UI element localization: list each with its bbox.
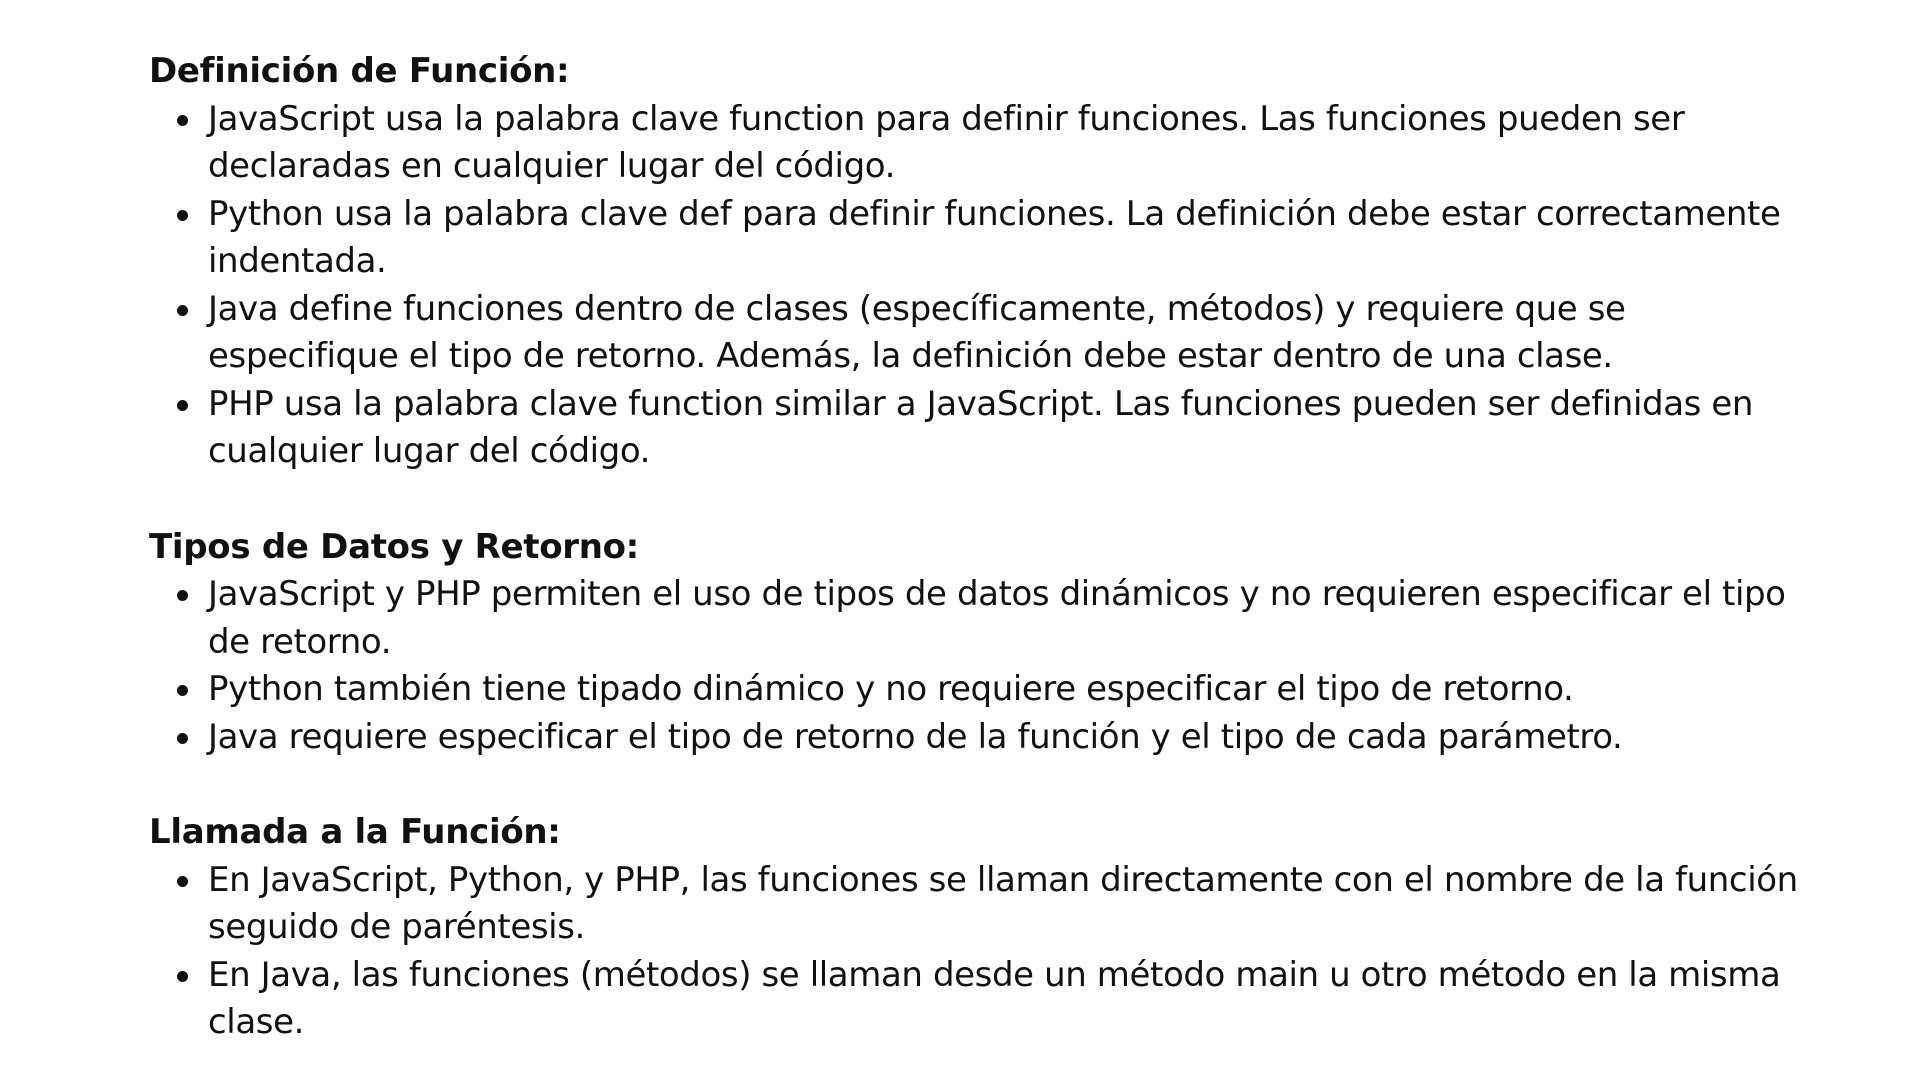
bullet-list	[149, 571, 1820, 761]
bullet-item: En Java, las funciones (métodos) se llaman desde un método main u otro método en la misma clase.	[208, 952, 1820, 1047]
section-title: Tipos de Datos y Retorno:	[149, 526, 639, 567]
section-title: Llamada a la Función:	[149, 812, 561, 852]
bullet-item: JavaScript usa la palabra clave function para definir funciones. Las funciones pueden ser declaradas en cualquier lugar del código.	[208, 96, 1820, 191]
bullet-item: Python también tiene tipado dinámico y no requiere especificar el tipo de retorno.	[208, 666, 1820, 714]
bullet-item: PHP usa la palabra clave function similar a JavaScript. Las funciones pueden ser definidas en cualquier lugar del código.	[208, 381, 1820, 476]
section-data-types-return	[149, 524, 1820, 762]
bullet-list	[149, 96, 1820, 476]
bullet-item: Python usa la palabra clave def para definir funciones. La definición debe estar correctamente indentada.	[208, 191, 1820, 286]
section-function-call	[149, 809, 1820, 1047]
bullet-item: JavaScript y PHP permiten el uso de tipos de datos dinámicos y no requieren especificar el tipo de retorno.	[208, 571, 1820, 666]
section-function-definition	[149, 48, 1820, 476]
bullet-list	[149, 857, 1820, 1047]
bullet-item: Java define funciones dentro de clases (específicamente, métodos) y requiere que se especifique el tipo de retorno. Además, la definición debe estar dentro de una clase.	[208, 286, 1820, 381]
section-title: Definición de Función:	[149, 51, 570, 91]
bullet-item: En JavaScript, Python, y PHP, las funciones se llaman directamente con el nombre de la función seguido de paréntesis.	[208, 857, 1820, 952]
bullet-item: Java requiere especificar el tipo de retorno de la función y el tipo de cada parámetro.	[208, 714, 1820, 762]
